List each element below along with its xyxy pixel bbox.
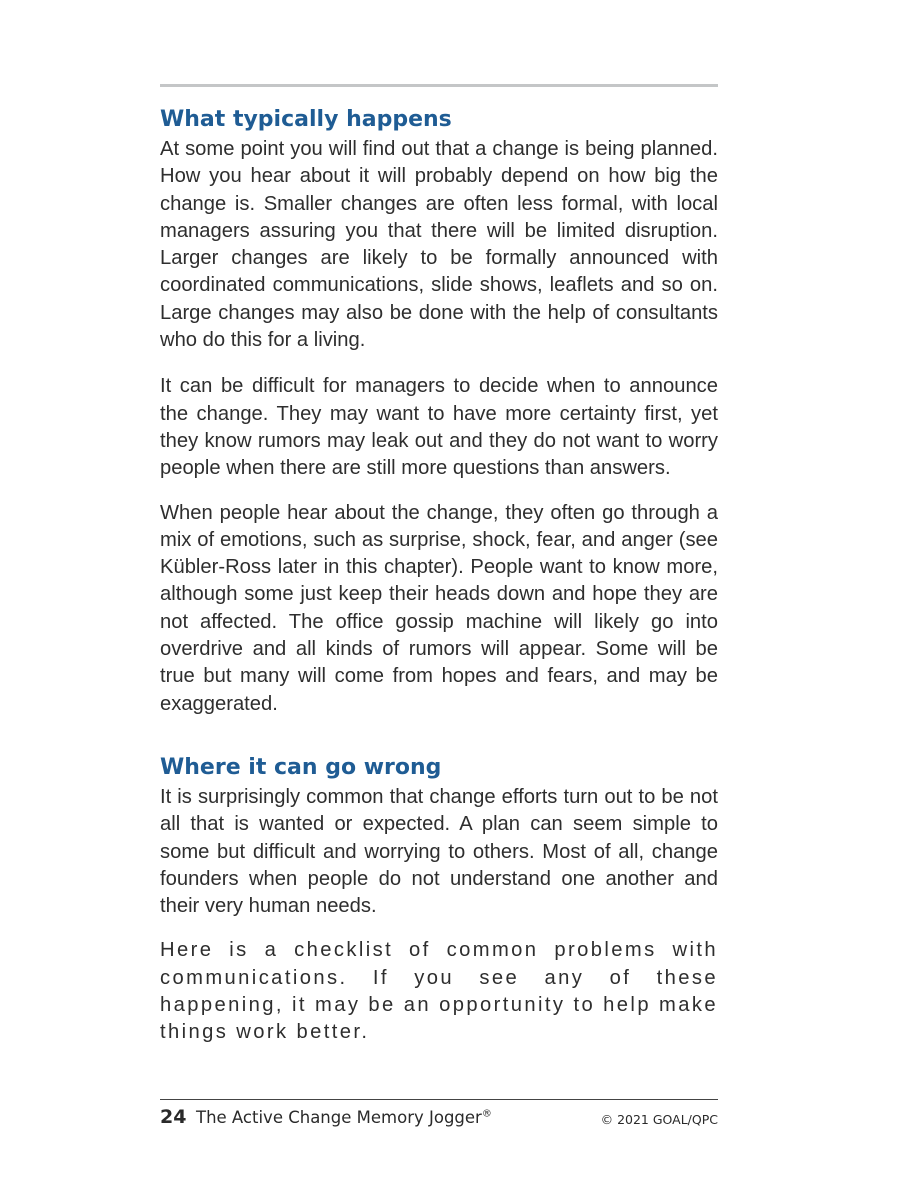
paragraph: It is surprisingly common that change efforts turn out to be not all that is wanted or expected. A plan can seem simple to some but difficult and worrying to others. Most of all, change founders when people do not understand one another and their very human needs.	[160, 785, 718, 918]
paragraph: It can be difficult for managers to decide when to announce the change. They may want to have more certainty first, yet they know rumors may leak out and they do not want to worry people when there are still more questions than answers.	[160, 375, 718, 480]
footer-divider	[160, 1099, 718, 1100]
book-title-text: The Active Change Memory Jogger	[196, 1108, 482, 1127]
page-content	[160, 104, 718, 1047]
top-divider	[160, 84, 718, 87]
copyright-notice: © 2021 GOAL/QPC	[600, 1112, 718, 1127]
page-footer	[160, 1106, 718, 1132]
paragraph: When people hear about the change, they often go through a mix of emotions, such as surprise, shock, fear, and anger (see Kübler-Ross later in this chapter). People want to know more, although some just keep their heads down and hope they are not affected. The office gossip machine will likely go into overdrive and all kinds of rumors will appear. Some will be true but many will come from hopes and fears, and may be exaggerated.	[160, 501, 718, 715]
section-heading-what-typically-happens: What typically happens	[160, 107, 452, 132]
page-number: 24	[160, 1106, 187, 1128]
paragraph: Here is a checklist of common problems with communications. If you see any of these happening, it may be an opportunity to help make things work better.	[160, 939, 718, 1044]
book-title	[196, 1108, 492, 1127]
paragraph: At some point you will find out that a change is being planned. How you hear about it will probably depend on how big the change is. Smaller changes are often less formal, with local managers assuring you that there will be limited disruption. Larger changes are likely to be formally announced with coordinated communications, slide shows, leaflets and so on. Large changes may also be done with the help of consultants who do this for a living.	[160, 138, 718, 352]
registered-mark: ®	[481, 1108, 492, 1120]
section-heading-where-it-can-go-wrong: Where it can go wrong	[160, 754, 442, 780]
